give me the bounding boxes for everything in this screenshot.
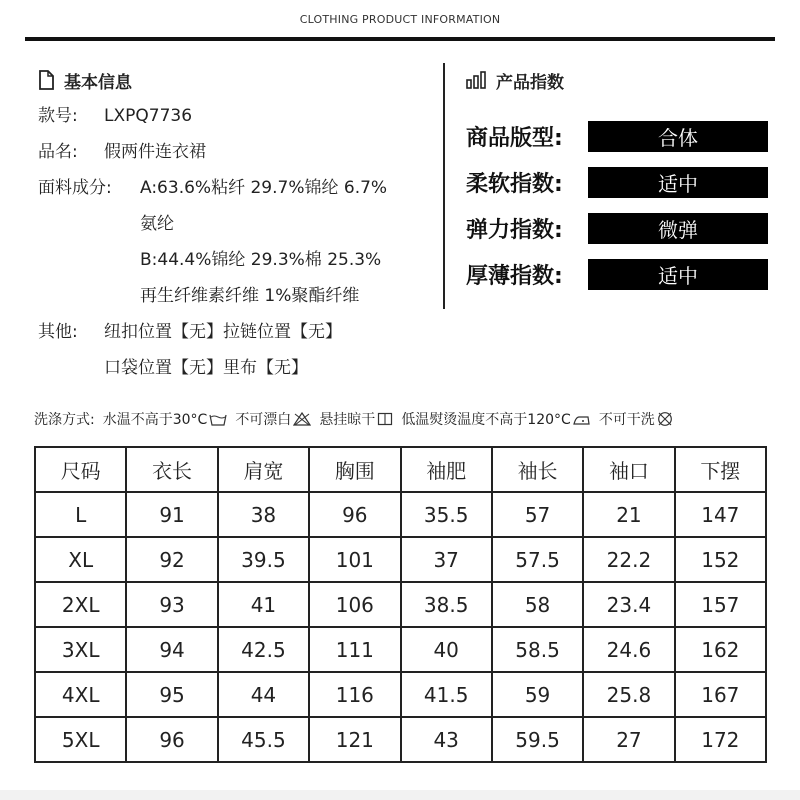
table-cell: 172 xyxy=(675,717,766,762)
table-cell: 116 xyxy=(309,672,400,717)
table-row xyxy=(35,537,766,582)
table-cell: 2XL xyxy=(35,582,126,627)
table-header-cell: 胸围 xyxy=(309,447,400,492)
table-cell: 22.2 xyxy=(583,537,674,582)
table-row xyxy=(35,582,766,627)
no-bleach-icon xyxy=(293,412,311,426)
table-row xyxy=(35,627,766,672)
table-cell: 41 xyxy=(218,582,309,627)
index-value: 合体 xyxy=(588,121,768,152)
care-item xyxy=(401,409,591,429)
table-header-cell: 下摆 xyxy=(675,447,766,492)
table-row xyxy=(35,492,766,537)
table-cell: 23.4 xyxy=(583,582,674,627)
basic-info-panel xyxy=(38,62,438,386)
index-label: 弹力指数: xyxy=(466,218,563,243)
table-header-cell: 衣长 xyxy=(126,447,217,492)
fabric-line: B:44.4%锦纶 29.3%棉 25.3% xyxy=(140,250,382,270)
index-label: 商品版型: xyxy=(466,126,563,151)
table-cell: 59.5 xyxy=(492,717,583,762)
iron-icon xyxy=(573,412,591,426)
basic-info-heading xyxy=(38,62,438,98)
table-cell: 45.5 xyxy=(218,717,309,762)
table-cell: 121 xyxy=(309,717,400,762)
table-cell: 94 xyxy=(126,627,217,672)
table-cell: 58.5 xyxy=(492,627,583,672)
table-cell: 91 xyxy=(126,492,217,537)
document-icon xyxy=(38,70,54,90)
care-prefix: 洗涤方式: xyxy=(34,412,95,428)
basic-info-title: 基本信息 xyxy=(64,72,132,93)
table-cell: 5XL xyxy=(35,717,126,762)
table-cell: 3XL xyxy=(35,627,126,672)
table-cell: 95 xyxy=(126,672,217,717)
table-cell: 27 xyxy=(583,717,674,762)
no-dry-clean-icon xyxy=(657,411,673,427)
table-cell: 38.5 xyxy=(401,582,492,627)
table-cell: 4XL xyxy=(35,672,126,717)
table-cell: 101 xyxy=(309,537,400,582)
table-cell: L xyxy=(35,492,126,537)
index-value: 微弹 xyxy=(588,213,768,244)
table-cell: 106 xyxy=(309,582,400,627)
vertical-divider xyxy=(443,63,445,309)
table-header-cell: 袖口 xyxy=(583,447,674,492)
table-cell: 58 xyxy=(492,582,583,627)
table-cell: 167 xyxy=(675,672,766,717)
fabric-line: A:63.6%粘纤 29.7%锦纶 6.7% xyxy=(140,178,388,198)
table-cell: 92 xyxy=(126,537,217,582)
header-title: CLOTHING PRODUCT INFORMATION xyxy=(299,13,501,26)
fabric-line: 再生纤维素纤维 1%聚酯纤维 xyxy=(140,286,360,306)
table-cell: 25.8 xyxy=(583,672,674,717)
care-text: 不可漂白 xyxy=(235,412,292,428)
index-value: 适中 xyxy=(588,259,768,290)
other-line: 口袋位置【无】里布【无】 xyxy=(104,358,308,378)
table-cell: 39.5 xyxy=(218,537,309,582)
table-cell: 93 xyxy=(126,582,217,627)
table-cell: 43 xyxy=(401,717,492,762)
table-cell: 38 xyxy=(218,492,309,537)
table-cell: 152 xyxy=(675,537,766,582)
table-cell: 96 xyxy=(309,492,400,537)
header-rule xyxy=(25,37,775,41)
product-index-title: 产品指数 xyxy=(496,72,564,93)
index-value: 适中 xyxy=(588,167,768,198)
table-cell: 111 xyxy=(309,627,400,672)
item-no-row xyxy=(38,98,438,134)
fabric-row xyxy=(38,170,438,206)
index-row-fit xyxy=(466,121,768,152)
index-row-softness xyxy=(466,167,768,198)
index-row-elasticity xyxy=(466,213,768,244)
table-cell: 57.5 xyxy=(492,537,583,582)
care-item xyxy=(319,409,393,429)
care-text: 水温不高于30°C xyxy=(102,412,208,428)
table-header-cell: 尺码 xyxy=(35,447,126,492)
table-cell: 40 xyxy=(401,627,492,672)
table-cell: 21 xyxy=(583,492,674,537)
wash-tub-icon xyxy=(209,412,227,426)
table-row xyxy=(35,672,766,717)
care-text: 不可干洗 xyxy=(598,412,655,428)
product-index-heading xyxy=(466,62,776,98)
table-header-cell: 肩宽 xyxy=(218,447,309,492)
index-label: 厚薄指数: xyxy=(466,264,563,289)
care-item xyxy=(103,409,228,429)
table-cell: 37 xyxy=(401,537,492,582)
table-cell: 42.5 xyxy=(218,627,309,672)
care-text: 低温熨烫温度不高于120°C xyxy=(401,412,571,428)
size-table xyxy=(34,446,767,763)
care-item xyxy=(235,409,311,429)
item-no-label: 款号: xyxy=(38,106,78,126)
bottom-band xyxy=(0,790,800,800)
table-cell: 57 xyxy=(492,492,583,537)
table-cell: XL xyxy=(35,537,126,582)
hang-dry-icon xyxy=(377,412,393,426)
other-line: 纽扣位置【无】拉链位置【无】 xyxy=(104,322,342,342)
table-cell: 44 xyxy=(218,672,309,717)
other-label: 其他: xyxy=(38,322,78,342)
table-cell: 157 xyxy=(675,582,766,627)
table-cell: 24.6 xyxy=(583,627,674,672)
bar-chart-icon xyxy=(466,71,486,89)
table-cell: 35.5 xyxy=(401,492,492,537)
table-cell: 41.5 xyxy=(401,672,492,717)
index-label: 柔软指数: xyxy=(466,172,563,197)
fabric-label: 面料成分: xyxy=(38,178,112,198)
table-header-row xyxy=(35,447,766,492)
name-label: 品名: xyxy=(38,142,78,162)
care-text: 悬挂晾干 xyxy=(319,412,376,428)
care-item xyxy=(599,409,673,429)
other-row xyxy=(38,314,438,350)
fabric-line: 氨纶 xyxy=(140,214,174,234)
table-header-cell: 袖长 xyxy=(492,447,583,492)
item-no-value: LXPQ7736 xyxy=(104,106,193,126)
table-cell: 147 xyxy=(675,492,766,537)
product-index-panel xyxy=(466,62,776,289)
name-value: 假两件连衣裙 xyxy=(104,142,206,162)
table-cell: 162 xyxy=(675,627,766,672)
index-row-thickness xyxy=(466,259,768,290)
table-row xyxy=(35,717,766,762)
care-instructions xyxy=(34,409,774,429)
table-cell: 59 xyxy=(492,672,583,717)
table-header-cell: 袖肥 xyxy=(401,447,492,492)
name-row xyxy=(38,134,438,170)
table-cell: 96 xyxy=(126,717,217,762)
